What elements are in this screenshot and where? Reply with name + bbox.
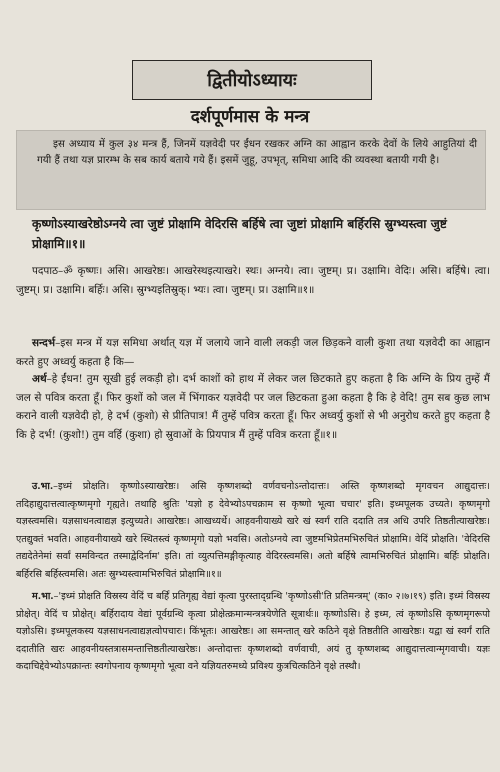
context-label: सन्दर्भ [32,337,56,349]
intro-text: इस अध्याय में कुल ३४ मन्त्र हैं, जिनमें यज्ञवेदी पर ईंधन रखकर अग्नि का आह्वान करके देवों के लिये आहुतियां दी गयी हैं तथा यज्ञ प्रारम्भ के सब कार्य बताये गये हैं। इसमें जुहू, उपभृत्, समिधा आदि की व्यवस्था बतायी गयी है। [37,139,477,166]
mahidhar-text: –'इध्मं प्रोक्षति विस्रस्य वेदिं च बर्हिं प्रतिगृह्य वेद्यां कृत्वा पुरस्ताद्ग्रन्थि 'कृष्णोऽसी'ति प्रतिमन्त्रम्' (का० २।७।१९) इति। इध्मं विस्रस्य प्रोक्षेत्। वेदिं च प्रोक्षेत्। बर्हिरादाय वेद्यां पूर्वग्रन्थि कृत्वा प्रोक्षेत्क्रमान्मन्त्रत्रयेणेति सूत्रार्थः॥ कृष्णोऽसि। हे इध्म, त्वं कृष्णोऽसि कृष्णमृगरूपो यज्ञोऽसि। इध्मपूलकस्य यज्ञसाधनत्वाद्यज्ञत्वोपचारः। किंभूतः। आखरेष्ठः। आ समन्तात् खरे कठिने वृक्षे तिष्ठतीति आखरेष्ठः। यद्वा खं स्वर्गं राति ददातीति खरः आहवनीयस्तत्रासमन्तात्तिष्ठतीत्याखरेष्ठः। अन्तोदात्तः कृष्णशब्दो वर्णवाची, अयं तु कृष्णशब्द आद्युदात्तत्वान्मृगवाची। यज्ञः कदाचिद्देवेभ्योऽपक्रान्तः स्वगोपनाय कृष्णमृगो भूत्वा वने यज्ञियतरुमध्ये प्रविश्य कुत्रचित्कठिने वृक्षे तस्थौ। [16,591,490,672]
meaning-label: अर्थ [32,373,47,385]
meaning-text: –हे ईंधन! तुम सूखी हुई लकड़ी हो। दर्भ काशों को हाथ में लेकर जल छिटकाते हुए कहता है कि अग्नि के प्रिय तुम्हें मैं जल से पवित्र करता हूँ। फिर कुशों को जल में भिंगाकर यज्ञवेदी पर जल छिटकता हुआ कहता है कि हे वेदि! तुम सब कुछ लाभ कराने वाली यज्ञवेदी हो, हे दर्भ (कुशो) से प्रीतिपात्र! मैं तुम्हें पवित्र करता हूँ। फिर अध्वर्यु कुशों से भी अनुरोध करते हुए कहता है कि हे दर्भ! (कुशो!) तुम वर्हि (कुशा) हो स्रुवाओं के प्रियपात्र मैं तुम्हें पवित्र करता हूँ॥१॥ [16,373,490,441]
meaning-section [16,370,490,444]
padpath-section [16,262,490,299]
uvata-text: –इध्मं प्रोक्षति। कृष्णोऽस्याखरेष्ठः। असि कृष्णशब्दो वर्णवचनोऽन्तोदात्तः। अस्ति कृष्णशब्दो मृगवचन आद्युदात्तः। तदिहाद्युदात्तत्वात्कृष्णमृगो गृह्यते। तथाहि श्रुतिः 'यज्ञो ह देवेभ्योऽपचक्राम स कृष्णो भूत्वा चचार' इति। इध्मपूलक उच्यते। कृष्णमृगो यज्ञस्त्वमसि। यज्ञसाधनत्वाद्यज्ञ इत्युच्यते। आखरेष्ठः। आखध्यर्थे। आहवनीयाख्ये खरे खं स्वर्गं राति ददाति तत्र अधि उपरि तिष्ठतीत्याखरेष्ठः। एतद्युक्तं भवति। आहवनीयाख्ये खरे स्थितस्त्वं कृष्णमृगो यज्ञो भवसि। अतोऽग्नये त्वा जुष्टमभिप्रेतमभिरुचितं प्रोक्षामि। वेदिं प्रोक्षति। 'वेदिरसि तद्यदेतेनेमां सर्वां समविन्दत तस्माद्वेदिर्नाम' इति। तां व्युत्पत्तिमङ्गीकृत्याह वेदिरस्त्वमसि। अतो बर्हिषे त्वामभिरुचितं प्रोक्षामि। बर्हिः प्रोक्षति। बर्हिरसि बर्हिस्त्वमसि। अतः स्रुग्भ्यस्त्वामभिरुचितं प्रोक्षामि॥१॥ [16,481,490,580]
mahidhar-label: म.भा. [32,591,54,602]
mahidhar-commentary [16,588,490,676]
mantra-text: कृष्णोऽस्याखरेष्ठोऽग्नये त्वा जुष्टं प्रोक्षामि वेदिरसि बर्हिषे त्वा जुष्टां प्रोक्षामि बर्हिरसि स्रुग्भ्यस्त्वा जुष्टं प्रोक्षामि॥१॥ [32,217,447,251]
context-text: –इस मन्त्र में यज्ञ समिधा अर्थात् यज्ञ में जलाये जाने वाली लकड़ी जल छिड़कने वाली कुशा तथा यज्ञवेदी का आह्वान करते हुए अध्वर्यु कहता है कि— [16,337,490,368]
chapter-intro [16,130,486,210]
section-title: दर्शपूर्णमास के मन्त्र [190,107,310,127]
padpath-text: पदपाठ–ॐ कृष्णः। असि। आखरेष्ठः। आखरेस्थइत्याखरे। स्थः। अग्नये। त्वा। जुष्टम्। प्र। उक्षामि। वेदिः। असि। बर्हिषे। त्वा। जुष्टम्। प्र। उक्षामि। बर्हिः। असि। स्रुग्भ्यइतिस्रुक्। भ्यः। त्वा। जुष्टम्। प्र। उक्षामि॥१॥ [16,265,490,296]
context-section [16,334,490,371]
uvata-commentary [16,478,490,583]
chapter-title: द्वितीयोऽध्यायः [132,60,372,100]
uvata-label: उ.भा. [32,481,54,492]
